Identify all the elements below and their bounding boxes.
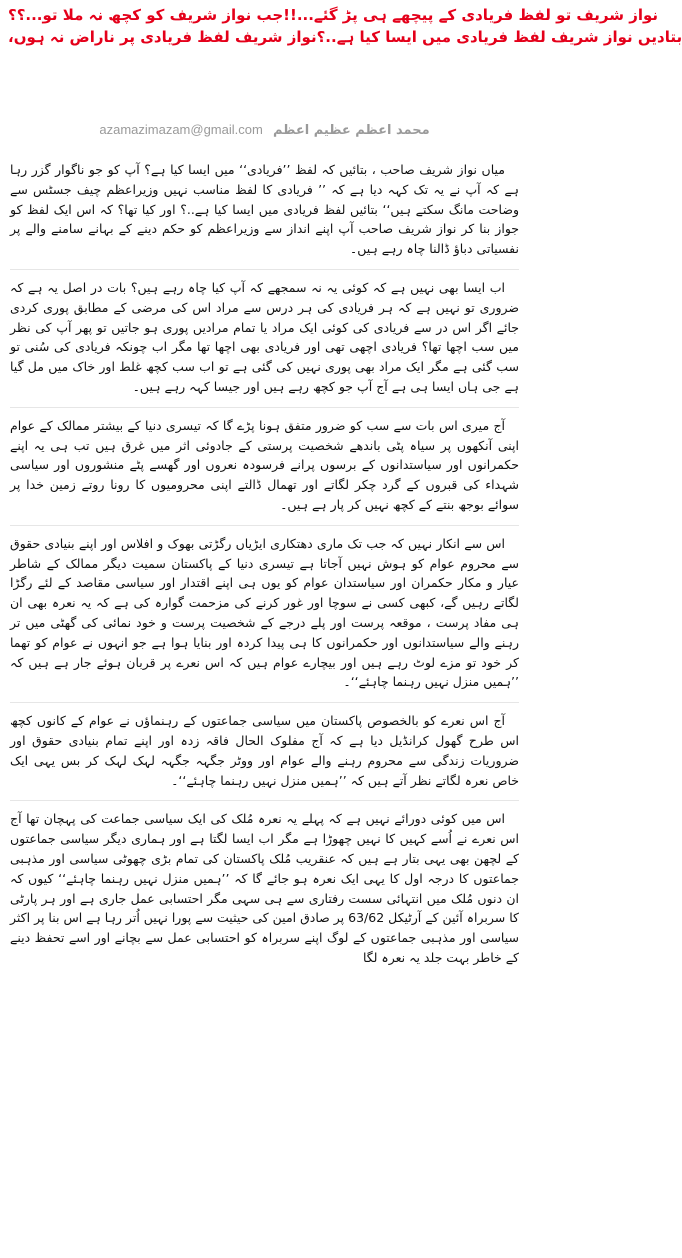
article-body — [10, 160, 519, 1256]
headline-2-left: بتادیں نواز شریف لفظ فریادی میں ایسا کیا ہے..؟ — [316, 28, 682, 46]
paragraph-divider — [10, 702, 519, 703]
article-paragraph-5: آج اس نعرے کو بالخصوص پاکستان میں سیاسی جماعتوں کے رہنماؤں نے عوام کے کانوں کچھ اس طرح گھول کرانڈیل دیا ہے کہ آج مفلوک الحال فاقہ زدہ اور اپنے تمام بنیادی حقوق اور ضروریات زندگی سے محروم رہنے والے عوام اور ووٹر جگہہ جگہہ لہک لہک کر بس یہی ایک خاص نعرہ لگاتے نظر آتے ہیں کہ ’’ہمیں منزل نہیں رہنما چاہئے‘‘۔ — [10, 713, 519, 788]
author-name: محمد اعظم عظیم اعظم — [272, 123, 430, 138]
headline-2-right: نواز شریف لفظ فریادی پر ناراض نہ ہوں، — [8, 28, 317, 46]
article-paragraph-4: اس سے انکار نہیں کہ جب تک ماری دھتکاری ایڑیاں رگڑتی بھوک و افلاس اور اپنے بنیادی حقوق سے محروم عوام کو ہوش نہیں آجاتا ہے تیسری دنیا کے پاکستان سمیت دیگر ممالک کے شاطر عیار و مکار حکمران اور سیاستدان عوام کو یوں ہی اپنے اقتدار اور سیاسی مقاصد کے لئے رگڑا لگاتے رہیں گے، کبھی کسی نے سوچا اور غور کرنے کی مزحمت گوارہ کی ہے کہ یہ نعرہ بھی ان ہی مفاد پرست ، موقعہ پرست اور پلے درجے کے شخصیت پرست و خود نمائی کی گھٹی میں تر رہنے والے سیاستدانوں اور حکمرانوں کا ہی پیدا کردہ اور بنایا ہوا ہے جو انہوں نے عوام کو تھما کر خود تو مزے لوٹ رہے ہیں اور بیچارے عوام ہیں کہ اس نعرے پر قربان ہوئے جار ہے ہیں کہ ’’ہمیں منزل نہیں رہنما چاہئے‘‘۔ — [10, 535, 519, 690]
paragraph-divider — [10, 800, 519, 801]
author-email[interactable]: azamazimazam@gmail.com — [99, 122, 263, 137]
paragraph-divider — [10, 269, 519, 270]
article-paragraph-3: آج میری اس بات سے سب کو ضرور متفق ہونا پڑے گا کہ تیسری دنیا کے بیشتر ممالک کے عوام اپنی آنکھوں پر سیاہ پٹی باندھے شخصیت پرستی کے جادوئی اثر میں غرق ہیں تب ہی یہ اپنے حکمرانوں اور سیاستدانوں کے برسوں پرانے فرسودہ نعروں اور گھسے پٹے منشوروں اور سیاسی شہداء کی قبروں کے گرد چکر لگاتے اور تھمال ڈالتے اپنی محرومیوں کا رونا روتے زمین خدا پر سوائے بوجھ بنتے کے کچھ نہیں کر پار ہے ہیں۔ — [10, 417, 519, 512]
article-paragraph-6: اس میں کوئی دورائے نہیں ہے کہ پہلے یہ نعرہ مُلک کی ایک سیاسی جماعت کی پہچان تھا آج اس نعرے نے اُسے کہیں کا نہیں چھوڑا ہے مگر اب ایسا لگتا ہے اور ہماری دیگر سیاسی جماعتوں کے لچھن بھی یہی بتار ہے ہیں کہ عنقریب مُلک پاکستان کی تمام بڑی چھوٹی سیاسی اور مذہبی جماعتوں کا درجہ اول کا یہی ایک نعرہ ہو جائے گا کہ ’’ہمیں منزل نہیں رہنما چاہئے‘‘ کیوں کہ ان دنوں مُلک میں انتہائی سست رفتاری سے ہی سہی مگر احتسابی عمل جاری ہے اور ہر پارٹی کا سربراہ آئین کے آرٹیکل 63/62 پر صادق امین کی حیثیت سے پورا نہیں اُتر رہا ہے اس بنا پر اکثر سیاسی اور مذہبی جماعتوں کے لوگ اپنے سربراہ کو احتسابی عمل سے بچانے اور اسے تحفظ دینے کے خاطر بہت جلد یہ نعرہ لگا — [10, 811, 519, 965]
headline-row-1 — [8, 4, 659, 26]
headline-1-left: نواز شریف تو لفظ فریادی کے پیچھے ہی پڑ گئے...!! — [283, 6, 659, 24]
headline-1-right: جب نواز شریف کو کچھ نہ ملا تو...؟؟ — [8, 6, 284, 24]
byline — [0, 122, 529, 138]
headline-block — [8, 4, 682, 48]
article-paragraph-1: میاں نواز شریف صاحب ، بتائیں کہ لفظ ’’فریادی‘‘ میں ایسا کیا ہے؟ آپ کو جو ناگوار گزر رہا ہے کہ آپ نے یہ تک کہہ دیا ہے کہ ’’ فریادی کا لفظ مناسب نہیں وزیراعظم چیف جسٹس سے وضاحت مانگ سکتے ہیں‘‘ بتائیں لفظ فریادی میں ایسا کیا ہے..؟ اور کیا تھا؟ کہ اس ایک لفظ کو جواز بنا کر نواز شریف صاحب آپ اپنے انداز سے وزیراعظم کو حکم دینے کے بہانے سامنے والے پر نفسیاتی دباؤ ڈالنا چاہ رہے ہیں۔ — [10, 162, 519, 257]
headline-row-2 — [8, 26, 682, 48]
article-paragraph-2: اب ایسا بھی نہیں ہے کہ کوئی یہ نہ سمجھے کہ آپ کیا چاہ رہے ہیں؟ بات در اصل یہ ہے کہ ضروری تو نہیں ہے کہ ہر فریادی کی ہر درس سے مراد اس کی مرضی کے مطابق پوری کردی جائے اگر اس در سے فریادی کی کوئی ایک مراد یا تمام مرادیں پوری ہو جاتیں تو پھر آپ کی نظر میں سب اچھا تھا؟ فریادی اچھی تھی اور فریادی بھی اچھا تھا مگر اب چونکہ فریادی کی سُنی تو سب گئی ہے مگر ایک مراد بھی پوری نہیں کی گئی ہے تو اب سب کچھ غلط اور خاک میں مل گیا ہے جی ہاں ایسا ہی ہے آج آپ جو کچھ رہے ہیں اور جیسا کہہ رہے ہیں۔ — [10, 279, 519, 394]
paragraph-divider — [10, 525, 519, 526]
paragraph-divider — [10, 407, 519, 408]
